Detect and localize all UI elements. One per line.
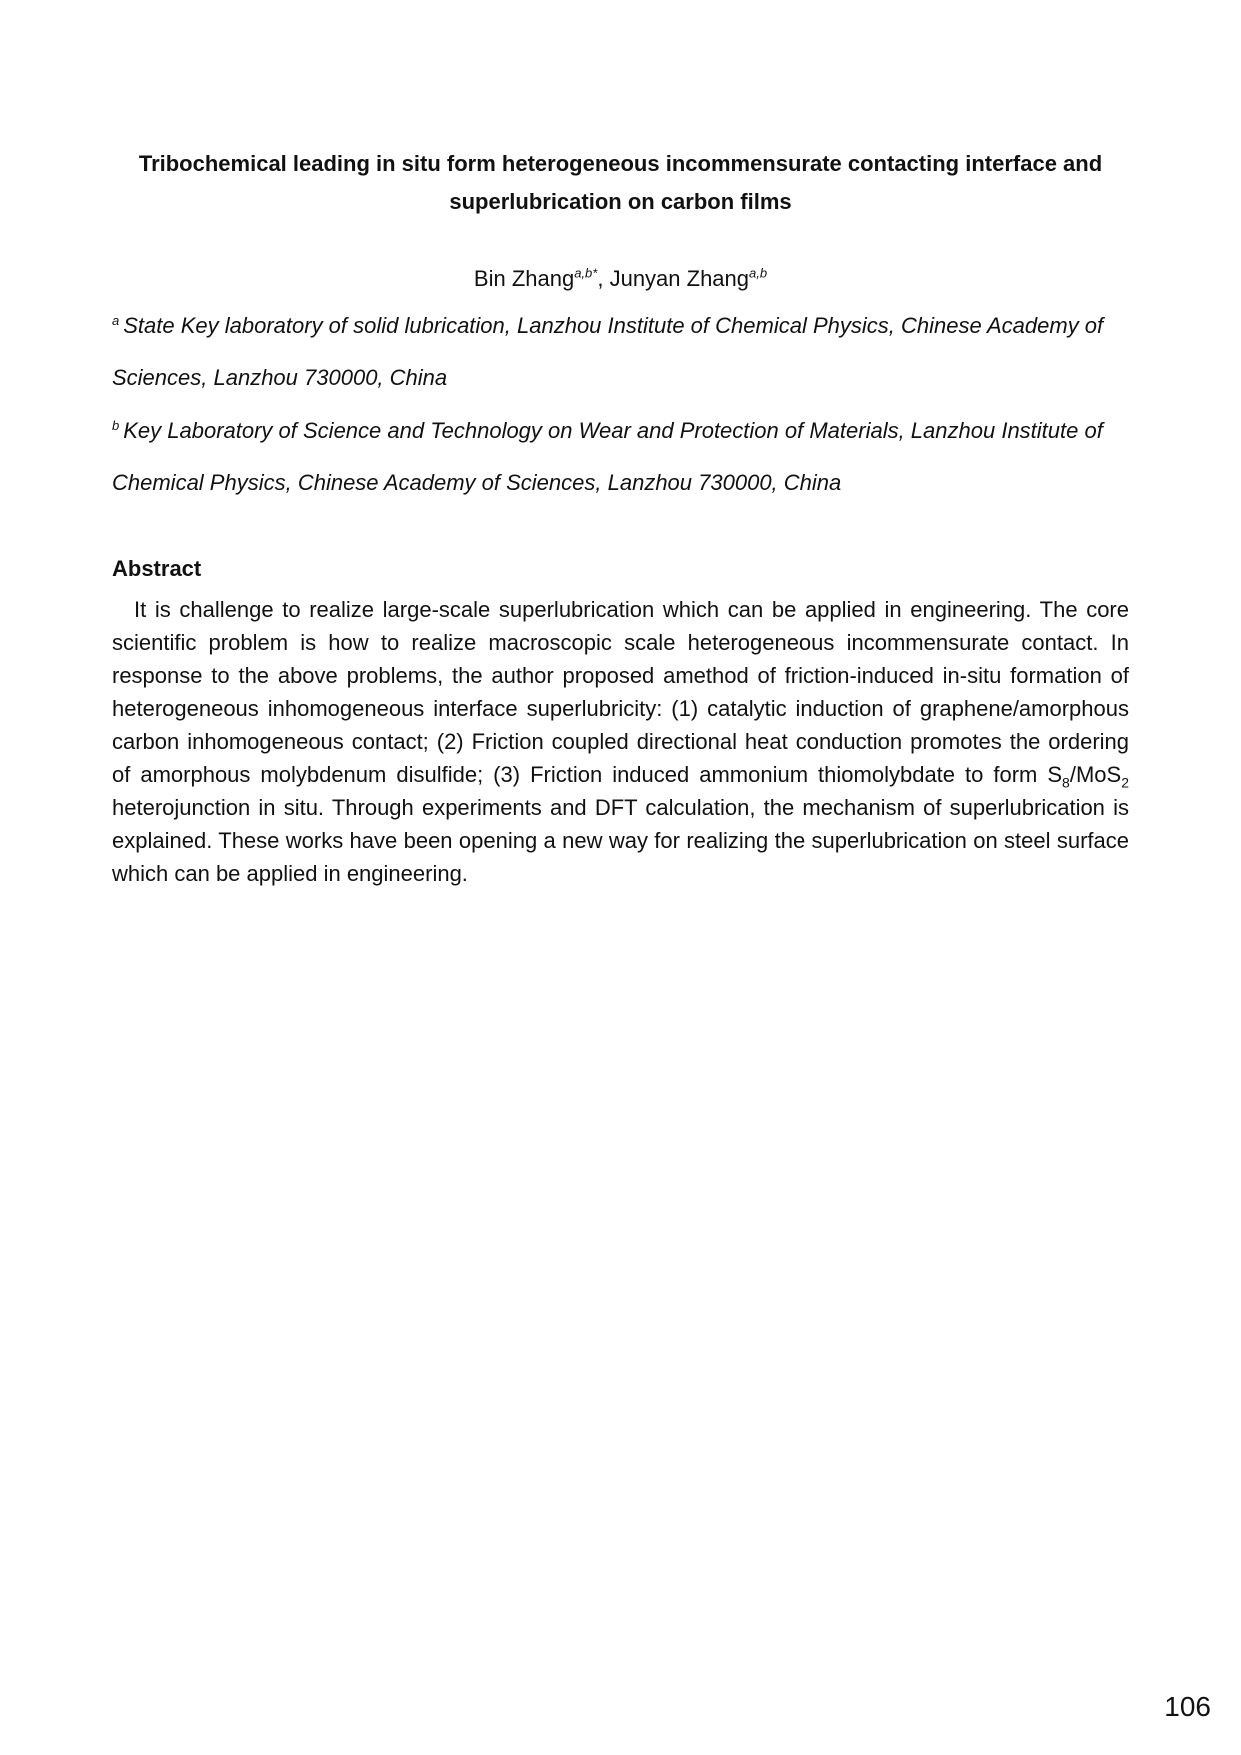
abstract-heading: Abstract	[112, 556, 202, 581]
abstract-body	[112, 593, 1129, 890]
author-name: Bin Zhang	[473, 266, 575, 291]
affiliation-text: State Key laboratory of solid lubrication, Lanzhou Institute of Chemical Physics, Chinese Academy of Sciences, Lanzhou 730000, China	[112, 313, 1104, 390]
author-separator: ,	[597, 266, 610, 291]
abstract-text-part: heterojunction in situ. Through experiments and DFT calculation, the mechanism of superlubrication is explained. These works have been opening a new way for realizing the superlubrication on steel surface which can be applied in engineering.	[112, 795, 1129, 886]
paper-title: Tribochemical leading in situ form heterogeneous incommensurate contacting interface and superlubrication on carbon films	[138, 151, 1103, 214]
affiliation-b	[112, 405, 1129, 509]
affiliation-a	[112, 300, 1129, 404]
abstract-text-part: /MoS	[1069, 762, 1122, 787]
affiliation-text: Key Laboratory of Science and Technology on Wear and Protection of Materials, Lanzhou Institute of Chemical Physics, Chinese Academy of Sciences, Lanzhou 730000, China	[112, 418, 1103, 495]
affiliation-marker: a	[112, 312, 120, 328]
page-number: 106	[1164, 1691, 1211, 1722]
subscript: 8	[1062, 774, 1070, 791]
author-name: Junyan Zhang	[609, 266, 750, 291]
author-affiliation-marker: a,b	[749, 265, 768, 281]
abstract-text-part: It is challenge to realize large-scale superlubrication which can be applied in engineering. The core scientific problem is how to realize macroscopic scale heterogeneous incommensurate contact. In response to the above problems, the author proposed amethod of friction-induced in-situ formation of heterogeneous inhomogeneous interface superlubricity: (1) catalytic induction of graphene/amorphous carbon inhomogeneous contact; (2) Friction coupled directional heat conduction promotes the ordering of amorphous molybdenum disulfide; (3) Friction induced ammonium thiomolybdate to form S	[112, 597, 1129, 787]
author-list	[112, 264, 1129, 294]
affiliation-marker: b	[112, 417, 120, 433]
subscript: 2	[1121, 774, 1129, 791]
author-affiliation-marker: a,b*	[574, 265, 598, 281]
